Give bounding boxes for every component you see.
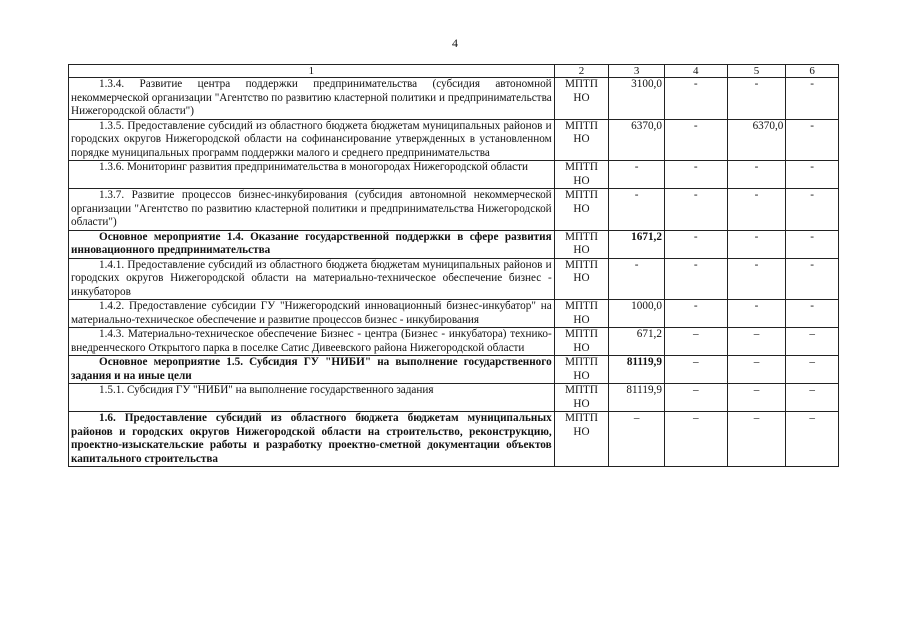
- row-value-3: 3100,0: [609, 78, 665, 120]
- header-col-3: 3: [609, 65, 665, 78]
- budget-table: [68, 64, 839, 467]
- page-number: 4: [452, 36, 458, 50]
- row-value-6: –: [786, 412, 839, 467]
- row-value-3: 81119,9: [609, 356, 665, 384]
- header-col-4: 4: [664, 65, 727, 78]
- row-name: 1.3.7. Развитие процессов бизнес-инкубирования (субсидия автономной некоммерческой организации "Агентство по развитию кластерной политики и предпринимательства Нижегородской области"): [69, 189, 555, 231]
- header-col-1: 1: [69, 65, 555, 78]
- row-value-3: -: [609, 161, 665, 189]
- row-value-3: -: [609, 258, 665, 300]
- row-executor: МПТП НО: [554, 189, 609, 231]
- row-value-4: -: [664, 189, 727, 231]
- row-value-5: -: [727, 258, 786, 300]
- row-executor: МПТП НО: [554, 230, 609, 258]
- row-executor: МПТП НО: [554, 412, 609, 467]
- row-value-4: –: [664, 356, 727, 384]
- header-col-2: 2: [554, 65, 609, 78]
- table-row: [69, 412, 839, 467]
- row-value-6: -: [786, 119, 839, 161]
- table-row: [69, 356, 839, 384]
- row-value-5: -: [727, 161, 786, 189]
- row-value-3: 1671,2: [609, 230, 665, 258]
- row-value-5: -: [727, 78, 786, 120]
- table-row: [69, 119, 839, 161]
- table-row: [69, 189, 839, 231]
- row-name: 1.6. Предоставление субсидий из областного бюджета бюджетам муниципальных районов и городских округов Нижегородской области на строительство, реконструкцию, проектно-изыскательские работы и разработку проектно-сметной документации объектов капитального строительства: [69, 412, 555, 467]
- row-value-3: 671,2: [609, 328, 665, 356]
- row-executor: МПТП НО: [554, 300, 609, 328]
- row-name: 1.4.2. Предоставление субсидии ГУ "Нижегородский инновационный бизнес-инкубатор" на материально-техническое обеспечение и развитие процессов бизнес - инкубирования: [69, 300, 555, 328]
- row-executor: МПТП НО: [554, 119, 609, 161]
- row-value-4: –: [664, 412, 727, 467]
- header-row: [69, 65, 839, 78]
- row-executor: МПТП НО: [554, 328, 609, 356]
- row-executor: МПТП НО: [554, 384, 609, 412]
- row-value-3: -: [609, 189, 665, 231]
- table-row: [69, 161, 839, 189]
- row-name: 1.4.1. Предоставление субсидий из областного бюджета бюджетам муниципальных районов и городских округов Нижегородской области на материально-техническое обеспечение бизнес - инкубаторов: [69, 258, 555, 300]
- row-value-6: –: [786, 356, 839, 384]
- row-value-3: –: [609, 412, 665, 467]
- row-value-6: -: [786, 300, 839, 328]
- row-value-5: -: [727, 300, 786, 328]
- row-value-3: 1000,0: [609, 300, 665, 328]
- table-row: [69, 230, 839, 258]
- row-value-4: –: [664, 384, 727, 412]
- row-value-4: -: [664, 300, 727, 328]
- row-name: 1.4.3. Материально-техническое обеспечение Бизнес - центра (Бизнес - инкубатора) технико-внедренческого Открытого парка в поселке Сатис Дивеевского района Нижегородской области: [69, 328, 555, 356]
- row-value-3: 81119,9: [609, 384, 665, 412]
- row-name: 1.3.6. Мониторинг развития предпринимательства в моногородах Нижегородской области: [69, 161, 555, 189]
- table-row: [69, 384, 839, 412]
- row-value-6: -: [786, 78, 839, 120]
- row-name: Основное мероприятие 1.5. Субсидия ГУ "НИБИ" на выполнение государственного задания и на иные цели: [69, 356, 555, 384]
- table-row: [69, 328, 839, 356]
- header-col-6: 6: [786, 65, 839, 78]
- row-value-4: –: [664, 328, 727, 356]
- row-value-6: -: [786, 230, 839, 258]
- row-value-4: -: [664, 78, 727, 120]
- row-name: 1.3.5. Предоставление субсидий из областного бюджета бюджетам муниципальных районов и городских округов Нижегородской области на софинансирование утвержденных в установленном порядке муниципальных программ поддержки малого и среднего предпринимательства: [69, 119, 555, 161]
- row-executor: МПТП НО: [554, 78, 609, 120]
- row-value-5: -: [727, 230, 786, 258]
- row-value-5: –: [727, 328, 786, 356]
- row-value-5: –: [727, 412, 786, 467]
- row-value-6: –: [786, 384, 839, 412]
- row-value-4: -: [664, 161, 727, 189]
- row-value-4: -: [664, 230, 727, 258]
- row-name: Основное мероприятие 1.4. Оказание государственной поддержки в сфере развития инновационного предпринимательства: [69, 230, 555, 258]
- row-value-5: -: [727, 189, 786, 231]
- row-executor: МПТП НО: [554, 161, 609, 189]
- row-name: 1.5.1. Субсидия ГУ "НИБИ" на выполнение государственного задания: [69, 384, 555, 412]
- row-value-5: –: [727, 356, 786, 384]
- row-executor: МПТП НО: [554, 356, 609, 384]
- row-value-6: -: [786, 189, 839, 231]
- header-col-5: 5: [727, 65, 786, 78]
- table-row: [69, 258, 839, 300]
- row-value-4: -: [664, 119, 727, 161]
- row-value-5: 6370,0: [727, 119, 786, 161]
- table-row: [69, 300, 839, 328]
- row-value-6: -: [786, 161, 839, 189]
- row-value-6: -: [786, 258, 839, 300]
- row-value-3: 6370,0: [609, 119, 665, 161]
- row-name: 1.3.4. Развитие центра поддержки предпринимательства (субсидия автономной некоммерческой организации "Агентство по развитию кластерной политики и предпринимательства Нижегородской области"): [69, 78, 555, 120]
- row-executor: МПТП НО: [554, 258, 609, 300]
- row-value-6: –: [786, 328, 839, 356]
- table-row: [69, 78, 839, 120]
- row-value-5: –: [727, 384, 786, 412]
- row-value-4: -: [664, 258, 727, 300]
